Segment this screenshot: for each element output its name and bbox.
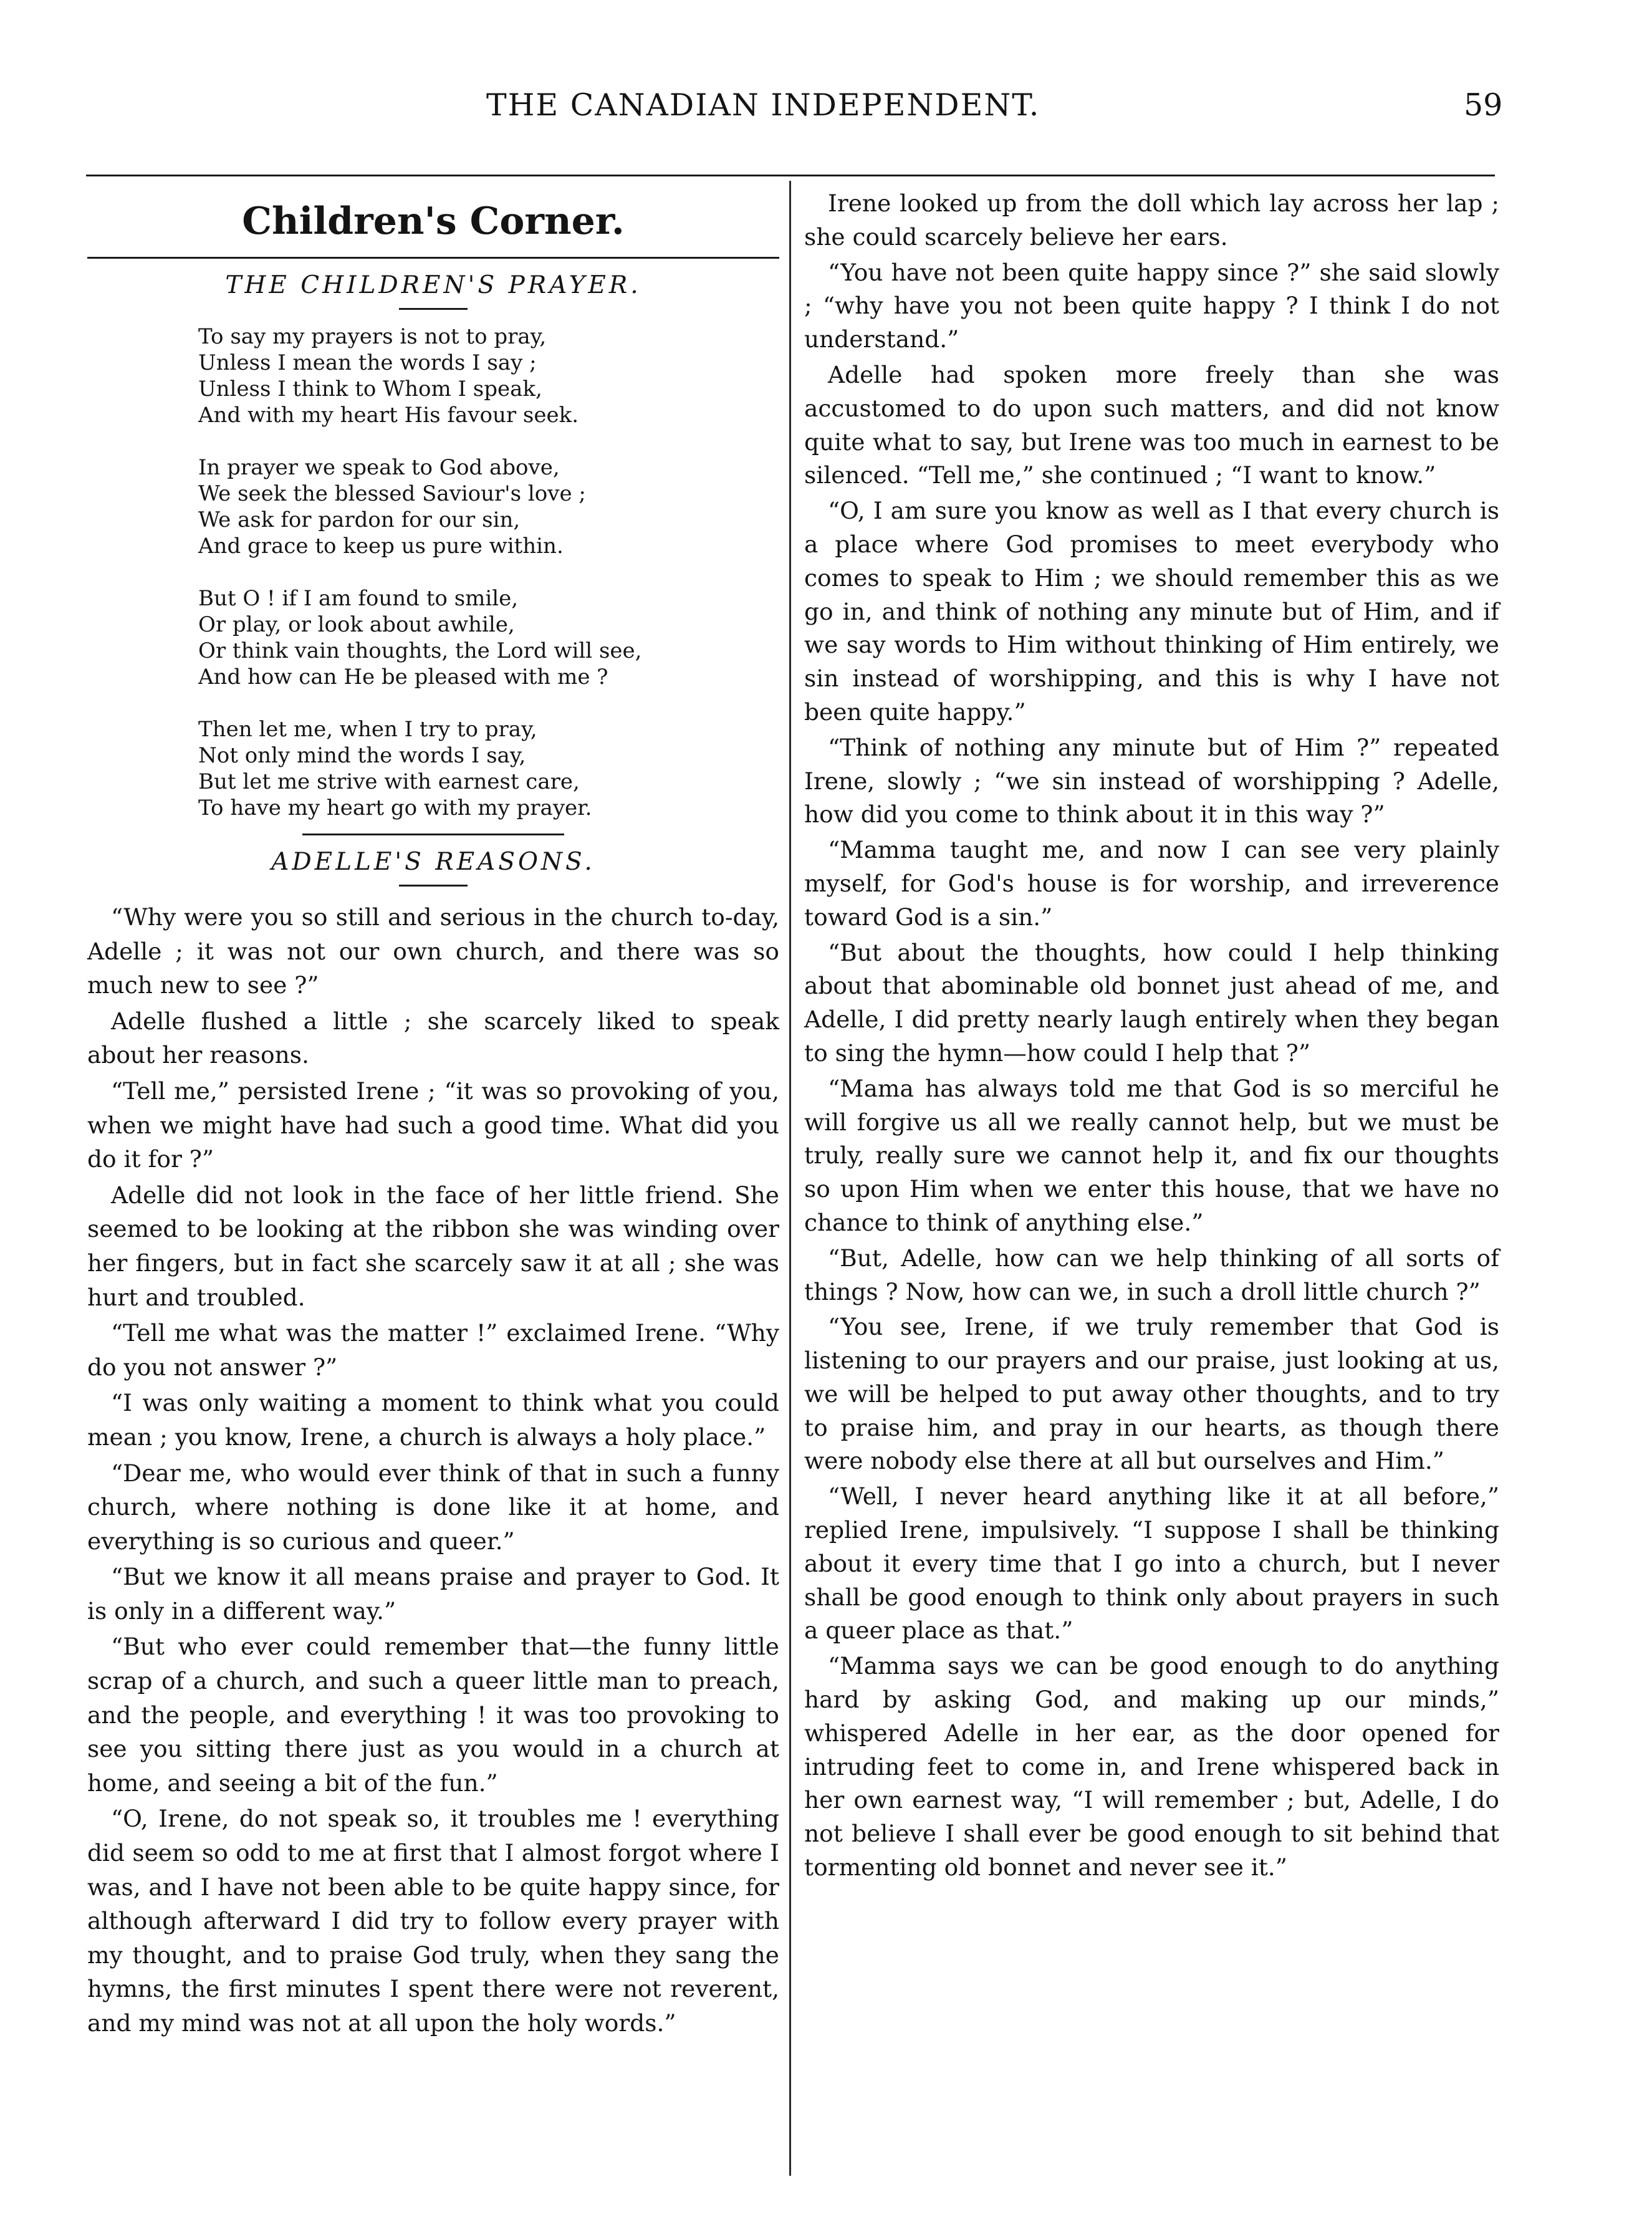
story-title-rule — [399, 885, 468, 887]
story-paragraph: Adelle flushed a little ; she scarcely liked to speak about her reasons. — [87, 1007, 779, 1069]
page-header — [0, 87, 1652, 150]
poem-stanza — [198, 324, 779, 428]
story-paragraph: “Tell me,” persisted Irene ; “it was so provoking of you, when we might have had such a good time. What did you do it for ?” — [87, 1077, 779, 1173]
poem-line: In prayer we speak to God above, — [198, 455, 560, 480]
story-paragraph: Irene looked up from the doll which lay across her lap ; she could scarcely believe her ears. — [804, 190, 1499, 251]
right-column — [804, 187, 1499, 1886]
poem-line: We seek the blessed Saviour's love ; — [198, 481, 586, 506]
story-paragraph: “Mama has always told me that God is so merciful he will forgive us all we really cannot help, but we must be truly, really sure we cannot help it, and fix our thoughts so upon Him when we enter this house, that we have no chance to think of anything else.” — [804, 1074, 1499, 1236]
poem-line: But O ! if I am found to smile, — [198, 586, 519, 611]
story-paragraph: “O, Irene, do not speak so, it troubles me ! everything did seem so odd to me at first that I almost forgot where I was, and I have not been able to be quite happy since, for although afterward I did try to follow every prayer with my thought, and to praise God truly, when they sang the hymns, the first minutes I spent there were not reverent, and my mind was not at all upon the holy words.” — [87, 1805, 779, 2037]
section-rule — [87, 257, 779, 259]
story-paragraph: “Dear me, who would ever think of that in such a funny church, where nothing is done like it at home, and everything is so curious and queer.” — [87, 1459, 779, 1555]
poem-stanza — [198, 585, 779, 690]
poem-line: And grace to keep us pure within. — [198, 534, 564, 559]
story-paragraph: “Think of nothing any minute but of Him ?” repeated Irene, slowly ; “we sin instead of worshipping ? Adelle, how did you come to think about it in this way ?” — [804, 733, 1499, 829]
poem-title: THE CHILDREN'S PRAYER. — [225, 271, 641, 299]
poem-line: And with my heart His favour seek. — [198, 403, 579, 428]
poem-line: But let me strive with earnest care, — [198, 769, 580, 794]
poem — [198, 324, 779, 821]
story-paragraph: “Mamma taught me, and now I can see very plainly myself, for God's house is for worship, and irreverence toward God is a sin.” — [804, 836, 1499, 931]
column-divider — [789, 181, 791, 2176]
story-paragraph: “O, I am sure you know as well as I that every church is a place where God promises to meet everybody who comes to speak to Him ; we should remember this as we go in, and think of nothing any minute but of Him, and if we say words to Him without thinking of Him entirely, we sin instead of worshipping, and this is why I have not been quite happy.” — [804, 497, 1499, 726]
poem-line: To have my heart go with my prayer. — [198, 795, 592, 820]
story-paragraph: “Well, I never heard anything like it at all before,” replied Irene, impulsively. “I suppose I shall be thinking about it every time that I go into a church, but I never shall be good enough to think only about prayers in such a queer place as that.” — [804, 1483, 1499, 1645]
story-paragraph: “But we know it all means praise and prayer to God. It is only in a different way.” — [87, 1563, 779, 1625]
story-paragraph: “You see, Irene, if we truly remember that God is listening to our prayers and our praise, just looking at us, we will be helped to put away other thoughts, and to try to praise him, and pray in our hearts, as though there were nobody else there at all but ourselves and Him.” — [804, 1313, 1499, 1475]
left-column — [87, 187, 779, 2042]
poem-line: Unless I think to Whom I speak, — [198, 377, 542, 401]
story-paragraph: “But, Adelle, how can we help thinking of all sorts of things ? Now, how can we, in such a droll little church ?” — [804, 1244, 1499, 1305]
story-paragraph: “You have not been quite happy since ?” she said slowly ; “why have you not been quite happy ? I think I do not understand.” — [804, 258, 1499, 353]
poem-line: Or play, or look about awhile, — [198, 612, 515, 637]
story-paragraph: “Why were you so still and serious in the church to-day, Adelle ; it was not our own church, and there was so much new to see ?” — [87, 903, 779, 999]
poem-line: Then let me, when I try to pray, — [198, 717, 537, 742]
story-paragraph: “Mamma says we can be good enough to do anything hard by asking God, and making up our minds,” whispered Adelle in her ear, as the door opened for intruding feet to come in, and Irene whispered back in her own earnest way, “I will remember ; but, Adelle, I do not believe I shall ever be good enough to sit behind that tormenting old bonnet and never see it.” — [804, 1652, 1499, 1882]
poem-line: Not only mind the words I say, — [198, 743, 526, 768]
story-paragraph: “I was only waiting a moment to think what you could mean ; you know, Irene, a church is always a holy place.” — [87, 1389, 779, 1451]
section-title: Children's Corner. — [242, 199, 625, 243]
poem-title-rule — [399, 308, 468, 310]
story-paragraph: “But about the thoughts, how could I help thinking about that abominable old bonnet just ahead of me, and Adelle, I did pretty nearly laugh entirely when they began to sing the hymn—how could I help that ?” — [804, 938, 1499, 1067]
poem-stanza — [198, 716, 779, 821]
poem-line: Unless I mean the words I say ; — [198, 350, 537, 375]
poem-line: Or think vain thoughts, the Lord will see, — [198, 638, 642, 663]
header-rule — [86, 175, 1495, 176]
journal-title: THE CANADIAN INDEPENDENT. — [486, 87, 1040, 123]
poem-end-rule — [302, 834, 564, 835]
story-paragraph: Adelle had spoken more freely than she was accustomed to do upon such matters, and did not know quite what to say, but Irene was too much in earnest to be silenced. “Tell me,” she continued ; “I want to know.” — [804, 360, 1499, 489]
poem-line: We ask for pardon for our sin, — [198, 507, 521, 532]
page-number: 59 — [1464, 87, 1503, 123]
story-title: ADELLE'S REASONS. — [271, 848, 595, 876]
story-paragraph: “But who ever could remember that—the funny little scrap of a church, and such a queer little man to preach, and the people, and everything ! it was too provoking to see you sitting there just as you would in a church at home, and seeing a bit of the fun.” — [87, 1633, 779, 1797]
poem-stanza — [198, 454, 779, 559]
story-paragraph: Adelle did not look in the face of her little friend. She seemed to be looking at the ribbon she was winding over her fingers, but in fact she scarcely saw it at all ; she was hurt and troubled. — [87, 1181, 779, 1311]
poem-line: And how can He be pleased with me ? — [198, 665, 608, 690]
poem-line: To say my prayers is not to pray, — [198, 324, 547, 349]
story-paragraph: “Tell me what was the matter !” exclaimed Irene. “Why do you not answer ?” — [87, 1319, 779, 1381]
